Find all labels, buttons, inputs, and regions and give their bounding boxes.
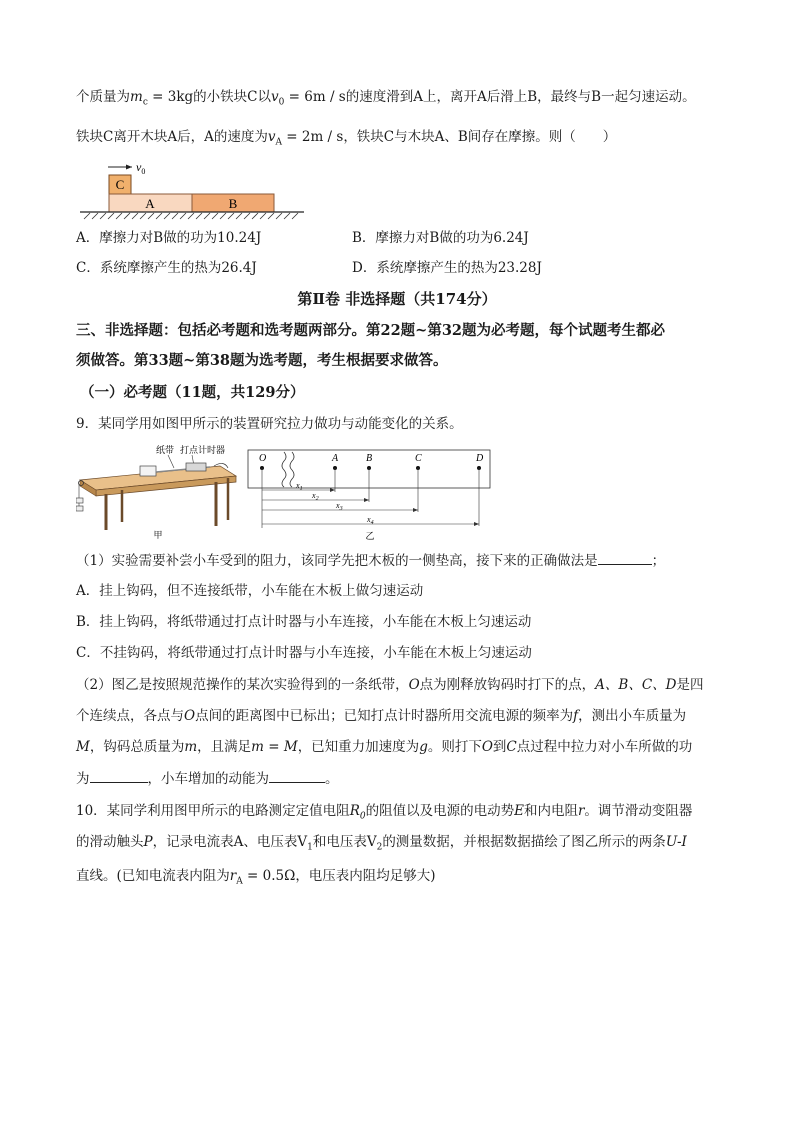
- text: ，钩码总质量为: [89, 739, 185, 755]
- math-g: g: [419, 739, 428, 755]
- q10-line-3: [76, 866, 436, 892]
- section3-line-1: 三、非选择题：包括必考题和选考题两部分。第22题~第32题为必考题，每个试题考生都必: [76, 322, 666, 339]
- math-E: E: [514, 803, 524, 819]
- math-value: = 6m / s: [284, 89, 346, 105]
- text: ，已知重力加速度为: [297, 739, 420, 755]
- math-sub: c: [142, 97, 148, 108]
- math-r: r: [577, 803, 585, 819]
- math-f: f: [573, 708, 579, 724]
- math-value: = 2m / s: [281, 129, 344, 145]
- math-o: O: [408, 677, 420, 693]
- hook-weight: [76, 506, 83, 511]
- math-m: m: [251, 739, 264, 755]
- text: 和内电阻: [523, 803, 578, 819]
- hook-weight: [76, 498, 83, 503]
- q8-line-2: [76, 127, 616, 153]
- point-c-label: C: [415, 453, 422, 464]
- tape-break: [282, 452, 286, 487]
- point-b-label: B: [366, 453, 373, 464]
- text: （1）实验需要补尝小车受到的阻力，该同学先把木板的一侧垫高，接下来的正确做法是: [76, 553, 598, 569]
- timer-label: 打点计时器: [180, 445, 226, 455]
- text: 个质量为: [76, 89, 130, 105]
- math-o: O: [481, 739, 493, 755]
- math-m: m: [130, 89, 143, 105]
- text: 和电压表V: [312, 834, 377, 850]
- math-M: M: [76, 739, 90, 755]
- section3-line-2: 须做答。第33题~第38题为选考题，考生根据要求做答。: [76, 352, 448, 369]
- math-UI: U-I: [665, 834, 687, 850]
- text: 个连续点，各点与: [76, 708, 184, 724]
- text: 。: [325, 771, 339, 787]
- q9-part2-line-1: [76, 675, 704, 695]
- text: 到: [492, 739, 507, 755]
- point-d-label: D: [476, 453, 484, 464]
- text: 。则打下: [427, 739, 482, 755]
- point-a-label: A: [332, 453, 339, 464]
- q8-option-a[interactable]: A．摩擦力对B做的功为10.24J: [76, 230, 262, 246]
- math-sub: 1: [307, 842, 313, 853]
- apparatus-figure: [76, 442, 240, 540]
- paper-tape-label: 纸带: [156, 445, 175, 455]
- text: 的速度滑到A上，离开A后滑上B，最终与B一起匀速运动。: [345, 89, 696, 105]
- text: 是四: [676, 677, 704, 693]
- q9-option-a[interactable]: A．挂上钩码，但不连接纸带，小车能在木板上做匀速运动: [76, 583, 424, 599]
- text: 直线。(已知电流表内阻为: [76, 868, 230, 884]
- tape-break: [290, 452, 294, 487]
- text: ，记录电流表A、电压表V: [152, 834, 308, 850]
- block-b-label: B: [228, 196, 238, 211]
- cart: [140, 466, 156, 476]
- block-c-label: C: [115, 177, 125, 192]
- math-m: m: [184, 739, 198, 755]
- q9-part1: [76, 550, 665, 571]
- velocity-label: $v_0$: [136, 160, 146, 176]
- text: （2）图乙是按照规范操作的某次实验得到的一条纸带，: [76, 677, 409, 693]
- math-value: = 3kg: [147, 89, 194, 105]
- q9-stem: 9．某同学用如图甲所示的装置研究拉力做功与动能变化的关系。: [76, 416, 463, 432]
- q8-option-c[interactable]: C．系统摩擦产生的热为26.4J: [76, 260, 257, 276]
- answer-blank[interactable]: [598, 550, 652, 565]
- q8-option-d[interactable]: D．系统摩擦产生的热为23.28J: [352, 260, 542, 276]
- text: ，小车增加的动能为: [147, 771, 269, 787]
- dim-x3-label: $x_3$: [336, 501, 343, 512]
- math-P: P: [143, 834, 153, 850]
- math-value: = 0.5Ω: [242, 868, 296, 884]
- math-sub: 0: [278, 97, 285, 108]
- sub1-heading: （一）必考题（11题，共129分）: [80, 384, 305, 401]
- timer: [186, 463, 206, 471]
- answer-blank[interactable]: [90, 768, 148, 783]
- velocity-arrowhead: [126, 165, 132, 170]
- math-c: C: [506, 739, 517, 755]
- q8-line-1: [76, 87, 696, 113]
- answer-blank[interactable]: [269, 768, 325, 783]
- block-a-label: A: [145, 196, 155, 211]
- math-o: O: [184, 708, 196, 724]
- text: 的阻值以及电源的电动势: [365, 803, 515, 819]
- text: 点为刚释放钩码时打下的点，: [419, 677, 596, 693]
- text: ，测出小车质量为: [578, 708, 687, 724]
- q10-line-2: [76, 832, 687, 858]
- text: 铁块C离开木块A后，A的速度为: [76, 129, 268, 145]
- dim-x1-label: $x_1$: [296, 481, 303, 492]
- ground-hatch: [84, 213, 298, 219]
- tape-figure: [246, 446, 494, 542]
- q8-option-b[interactable]: B．摩擦力对B做的功为6.24J: [352, 230, 529, 246]
- math-sub: 2: [376, 842, 383, 853]
- math-sub: A: [275, 137, 282, 148]
- q9-option-b[interactable]: B．挂上钩码，将纸带通过打点计时器与小车连接，小车能在木板上匀速运动: [76, 614, 532, 630]
- text: ，电压表内阻均足够大): [295, 868, 436, 884]
- math-points: A、B、C、D: [595, 677, 677, 693]
- math-v: v: [267, 129, 276, 145]
- text: ，且满足: [197, 739, 252, 755]
- q9-part2-line-3: [76, 737, 692, 757]
- blocks-figure: [80, 158, 310, 220]
- q9-part2-line-4: [76, 768, 339, 789]
- math-op: =: [263, 739, 284, 755]
- math-sub: A: [236, 876, 243, 887]
- q9-part2-line-2: [76, 706, 686, 726]
- pointer-line: [168, 455, 174, 468]
- q9-option-c[interactable]: C．不挂钩码，将纸带通过打点计时器与小车连接，小车能在木板上匀速运动: [76, 645, 532, 661]
- figure-jia-caption: 甲: [153, 530, 163, 540]
- text: 的小铁块C以: [193, 89, 272, 105]
- figure-yi-caption: 乙: [365, 531, 375, 541]
- math-v: v: [271, 89, 279, 105]
- text: 的滑动触头: [76, 834, 144, 850]
- q10-line-1: [76, 801, 692, 827]
- math-r: r: [229, 868, 237, 884]
- math-M: M: [283, 739, 298, 755]
- math-sub: 0: [359, 811, 366, 822]
- part2-heading: 第Ⅱ卷 非选择题（共174分）: [297, 290, 497, 308]
- text: 10．某同学利用图甲所示的电路测定定值电阻: [76, 803, 350, 819]
- text: ，铁块C与木块A、B间存在摩擦。则（ ）: [343, 129, 617, 145]
- text: ；: [651, 553, 666, 569]
- text: 为: [76, 771, 90, 787]
- point-o-label: O: [259, 453, 267, 464]
- text: 点间的距离图中已标出；已知打点计时器所用交流电源的频率为: [195, 708, 574, 724]
- math-R: R: [349, 803, 360, 819]
- dim-x4-label: $x_4$: [367, 515, 374, 526]
- text: 。调节滑动变阻器: [584, 803, 693, 819]
- text: 的测量数据，并根据数据描绘了图乙所示的两条: [382, 834, 666, 850]
- text: 点过程中拉力对小车所做的功: [516, 739, 693, 755]
- dim-x2-label: $x_2$: [312, 491, 319, 502]
